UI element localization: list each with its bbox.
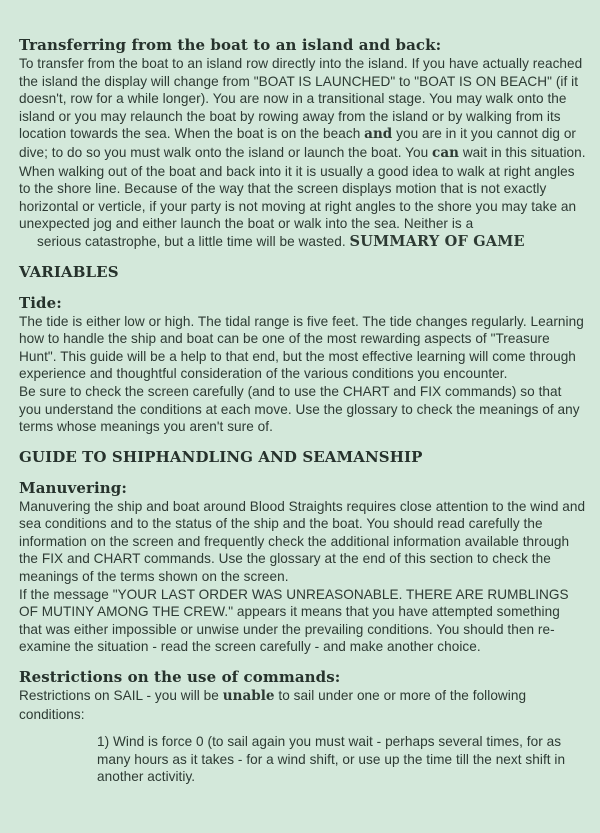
paragraph-transfer-2: When walking out of the boat and back into it it is usually a good idea to walk at right angles to the shore line. Because of the way that the screen displays motion that is not exactly horizontal or verticle, if your party is not moving at right angles to the shore you may take an unexpected jog and either launch the boat or walk into the sea. Neither is a [19, 163, 577, 232]
heading-summary-part1: SUMMARY OF GAME [349, 232, 525, 250]
paragraph-manuvering-2: If the message "YOUR LAST ORDER WAS UNREASONABLE. THERE ARE RUMBLINGS OF MUTINY AMONG THE CREW." appears it means that you have attempted something that was either impossible or unwise under the prevailing conditions. You should then re-examine the situation - read the screen carefully - and make another choice. [19, 586, 569, 655]
heading-manuvering: Manuvering: [19, 478, 128, 497]
paragraph-manuvering-1: Manuvering the ship and boat around Blood Straights requires close attention to the wind and sea conditions and to the status of the ship and the boat. You should read carefully the information on the screen and frequently check the additional information available through the FIX and CHART commands. Use the glossary at the end of this section to check the meanings of the terms shown on the screen. [19, 498, 586, 585]
list-item-wind-force: 1) Wind is force 0 (to sail again you must wait - perhaps several times, for as many hours as it takes - for a wind shift, or use up the time till the next shift in another activitiy. [97, 734, 566, 785]
transfer-text-2: you are in it you cannot dig or dive; to do so you must walk onto the island or launch the boat. You [19, 126, 577, 160]
paragraph-restrictions-1 [19, 687, 586, 723]
transfer-last-line-text: serious catastrophe, but a little time will be wasted. [37, 233, 346, 249]
bold-unable: unable [222, 688, 275, 705]
restrictions-text-2: to sail under one or more of the following conditions: [19, 688, 527, 722]
paragraph-tide-1: The tide is either low or high. The tidal range is five feet. The tide changes regularly. Learning how to handle the ship and boat can be one of the most rewarding aspects of "Treasure Hunt". This guide will be a help to that end, but the most effective learning will come through experience and thoughtful consideration of the various conditions you encounter. [19, 313, 584, 382]
restrictions-text-1: Restrictions on SAIL - you will be [19, 688, 219, 704]
heading-restrictions: Restrictions on the use of commands: [19, 668, 341, 687]
paragraph-transfer-2-last-line [19, 233, 586, 251]
transfer-text-3: wait in this situation. [462, 144, 586, 160]
bold-can: can [432, 144, 459, 161]
paragraph-transfer-1 [19, 55, 586, 163]
paragraph-tide-2: Be sure to check the screen carefully (and to use the CHART and FIX commands) so that you understand the conditions at each move. Use the glossary to check the meanings of any terms whose meanings you aren't sure of. [19, 383, 580, 435]
transfer-text-1: To transfer from the boat to an island row directly into the island. If you have actually reached the island the display will change from "BOAT IS LAUNCHED" to "BOAT IS ON BEACH" (if it doesn't, row for a while longer). You are now in a transitional stage. You may walk onto the island or you may relaunch the boat by rowing away from the island or by walking from its location towards the sea. When the boat is on the beach [19, 56, 583, 142]
heading-transferring: Transferring from the boat to an island and back: [19, 36, 442, 54]
heading-summary-part2: VARIABLES [19, 262, 119, 281]
heading-tide: Tide: [19, 293, 62, 312]
heading-guide-shiphandling: GUIDE TO SHIPHANDLING AND SEAMANSHIP [19, 447, 423, 466]
bold-and: and [364, 126, 393, 143]
